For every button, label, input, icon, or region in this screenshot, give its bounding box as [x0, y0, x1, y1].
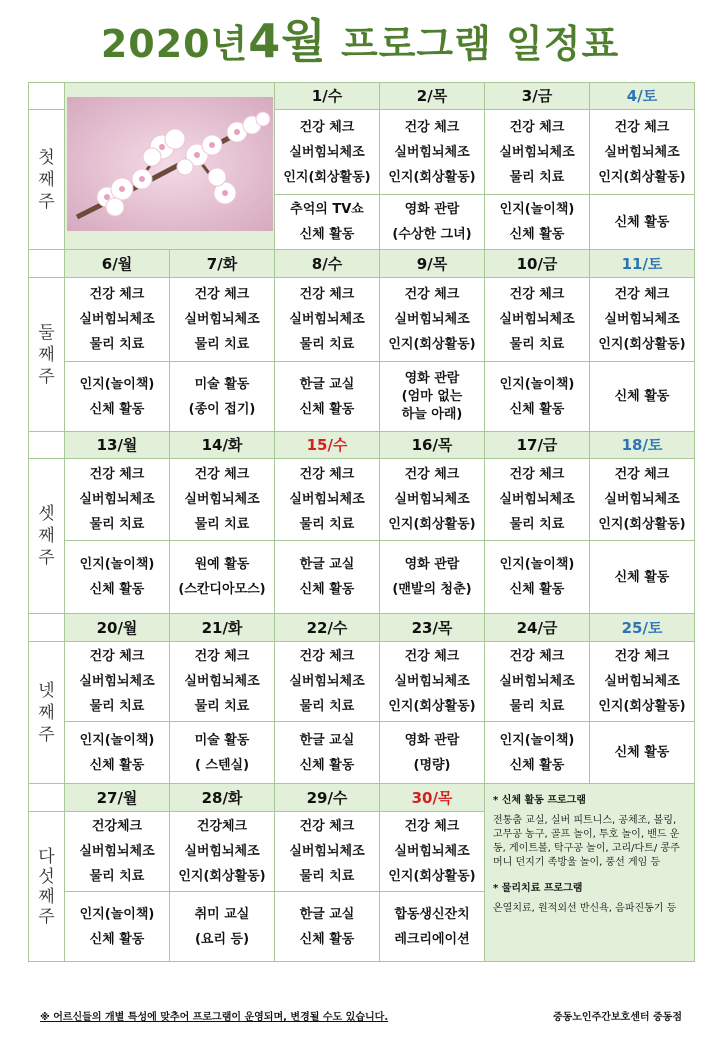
pm-cell: 인지(놀이책) 신체 활동 — [65, 362, 170, 432]
date-header-saturday: 11/토 — [590, 250, 695, 278]
pm-cell: 인지(놀이책) 신체 활동 — [485, 195, 590, 250]
therapy-program-title: * 물리치료 프로그램 — [493, 883, 583, 894]
date-header: 29/수 — [275, 784, 380, 812]
pm-cell: 신체 활동 — [590, 362, 695, 432]
pm-cell: 한글 교실 신체 활동 — [275, 362, 380, 432]
am-cell: 건강 체크 실버힘뇌체조 물리 치료 — [65, 642, 170, 722]
pm-cell: 추억의 TV쇼 신체 활동 — [275, 195, 380, 250]
pm-cell: 원예 활동 (스칸디아모스) — [170, 541, 275, 614]
am-cell: 건강 체크 실버힘뇌체조 물리 치료 — [170, 642, 275, 722]
date-header: 1/수 — [275, 83, 380, 110]
pm-cell: 한글 교실 신체 활동 — [275, 541, 380, 614]
am-cell: 건강 체크 실버힘뇌체조 물리 치료 — [485, 110, 590, 195]
week-label: 둘 째 주 — [29, 278, 65, 432]
pm-cell: 미술 활동 (종이 접기) — [170, 362, 275, 432]
date-header: 28/화 — [170, 784, 275, 812]
week-corner-cell — [29, 614, 65, 642]
date-header: 24/금 — [485, 614, 590, 642]
pm-cell: 인지(놀이책) 신체 활동 — [65, 541, 170, 614]
date-header: 21/화 — [170, 614, 275, 642]
date-header-saturday: 25/토 — [590, 614, 695, 642]
pm-cell: 합동생신잔치 레크리에이션 — [380, 892, 485, 962]
date-header: 20/월 — [65, 614, 170, 642]
pm-cell: 인지(놀이책) 신체 활동 — [65, 892, 170, 962]
date-header: 13/월 — [65, 432, 170, 459]
cherry-blossom-icon — [67, 97, 273, 231]
am-cell: 건강 체크 실버힘뇌체조 물리 치료 — [275, 459, 380, 541]
date-header: 23/목 — [380, 614, 485, 642]
am-cell: 건강체크 실버힘뇌체조 인지(회상활동) — [170, 812, 275, 892]
am-cell: 건강 체크 실버힘뇌체조 인지(회상활동) — [380, 110, 485, 195]
am-cell: 건강 체크 실버힘뇌체조 인지(회상활동) — [590, 642, 695, 722]
date-header: 14/화 — [170, 432, 275, 459]
physical-program-list: 전통춤 교실, 실버 피트니스, 공체조, 볼링, 고무공 농구, 골프 놀이, 투호 놀이, 밴드 운동, 게이트볼, 탁구공 놀이, 고리/다트/ 콩주머니 던지기 족방울 놀이, 풍선 게임 등 — [493, 815, 680, 868]
cherry-blossom-photo — [65, 83, 275, 250]
week-corner-cell — [29, 250, 65, 278]
date-header: 17/금 — [485, 432, 590, 459]
date-header: 16/목 — [380, 432, 485, 459]
pm-cell: 인지(놀이책) 신체 활동 — [485, 722, 590, 784]
week-corner-cell — [29, 784, 65, 812]
am-cell: 건강 체크 실버힘뇌체조 물리 치료 — [275, 812, 380, 892]
date-header: 10/금 — [485, 250, 590, 278]
title-rest: 프로그램 일정표 — [340, 22, 620, 66]
date-header: 6/월 — [65, 250, 170, 278]
am-cell: 건강 체크 실버힘뇌체조 인지(회상활동) — [590, 459, 695, 541]
pm-cell: 미술 활동 ( 스텐실) — [170, 722, 275, 784]
pm-cell: 인지(놀이책) 신체 활동 — [485, 541, 590, 614]
date-header-holiday: 30/목 — [380, 784, 485, 812]
am-cell: 건강 체크 실버힘뇌체조 물리 치료 — [485, 278, 590, 362]
pm-cell: 한글 교실 신체 활동 — [275, 722, 380, 784]
center-name: 중동노인주간보호센터 중동점 — [552, 1012, 682, 1023]
week-corner-cell — [29, 432, 65, 459]
pm-cell: 취미 교실 (요리 등) — [170, 892, 275, 962]
am-cell: 건강 체크 실버힘뇌체조 물리 치료 — [485, 642, 590, 722]
pm-cell: 영화 관람 (엄마 없는 하늘 아래) — [380, 362, 485, 432]
date-header: 7/화 — [170, 250, 275, 278]
pm-cell: 영화 관람 (명량) — [380, 722, 485, 784]
date-header-saturday: 18/토 — [590, 432, 695, 459]
week-corner-cell — [29, 83, 65, 110]
am-cell: 건강 체크 실버힘뇌체조 물리 치료 — [275, 642, 380, 722]
pm-cell: 한글 교실 신체 활동 — [275, 892, 380, 962]
am-cell: 건강 체크 실버힘뇌체조 인지(회상활동) — [380, 642, 485, 722]
date-header: 2/목 — [380, 83, 485, 110]
therapy-program-list: 온열치료, 원적외선 반신욕, 음파진동기 등 — [493, 903, 677, 914]
am-cell: 건강 체크 실버힘뇌체조 인지(회상활동) — [380, 459, 485, 541]
pm-cell: 영화 관람 (맨발의 청춘) — [380, 541, 485, 614]
am-cell: 건강 체크 실버힘뇌체조 물리 치료 — [170, 278, 275, 362]
am-cell: 건강 체크 실버힘뇌체조 인지(회상활동) — [275, 110, 380, 195]
footer-disclaimer: ※ 어르신들의 개별 특성에 맞추어 프로그램이 운영되며, 변경될 수도 있습니다. — [40, 1012, 389, 1023]
pm-cell: 신체 활동 — [590, 195, 695, 250]
pm-cell: 신체 활동 — [590, 541, 695, 614]
title-month: 4월 — [248, 14, 327, 68]
pm-cell: 인지(놀이책) 신체 활동 — [485, 362, 590, 432]
pm-cell: 영화 관람 (수상한 그녀) — [380, 195, 485, 250]
am-cell: 건강 체크 실버힘뇌체조 물리 치료 — [275, 278, 380, 362]
schedule-table — [28, 82, 695, 962]
date-header: 22/수 — [275, 614, 380, 642]
pm-cell: 인지(놀이책) 신체 활동 — [65, 722, 170, 784]
program-notes — [485, 784, 695, 962]
page-title — [0, 14, 720, 71]
date-header: 9/목 — [380, 250, 485, 278]
title-year: 2020년 — [100, 22, 249, 66]
am-cell: 건강 체크 실버힘뇌체조 인지(회상활동) — [590, 110, 695, 195]
week-label: 셋 째 주 — [29, 459, 65, 614]
am-cell: 건강 체크 실버힘뇌체조 물리 치료 — [485, 459, 590, 541]
physical-program-title: * 신체 활동 프로그램 — [493, 795, 586, 806]
am-cell: 건강 체크 실버힘뇌체조 인지(회상활동) — [590, 278, 695, 362]
week-label: 첫 째 주 — [29, 110, 65, 250]
am-cell: 건강 체크 실버힘뇌체조 물리 치료 — [65, 278, 170, 362]
date-header: 8/수 — [275, 250, 380, 278]
am-cell: 건강 체크 실버힘뇌체조 인지(회상활동) — [380, 278, 485, 362]
date-header-holiday: 15/수 — [275, 432, 380, 459]
am-cell: 건강 체크 실버힘뇌체조 물리 치료 — [170, 459, 275, 541]
pm-cell: 신체 활동 — [590, 722, 695, 784]
date-header: 3/금 — [485, 83, 590, 110]
week-label: 다 섯 째 주 — [29, 812, 65, 962]
date-header: 27/월 — [65, 784, 170, 812]
date-header-saturday: 4/토 — [590, 83, 695, 110]
am-cell: 건강체크 실버힘뇌체조 물리 치료 — [65, 812, 170, 892]
week-label: 넷 째 주 — [29, 642, 65, 784]
am-cell: 건강 체크 실버힘뇌체조 인지(회상활동) — [380, 812, 485, 892]
am-cell: 건강 체크 실버힘뇌체조 물리 치료 — [65, 459, 170, 541]
